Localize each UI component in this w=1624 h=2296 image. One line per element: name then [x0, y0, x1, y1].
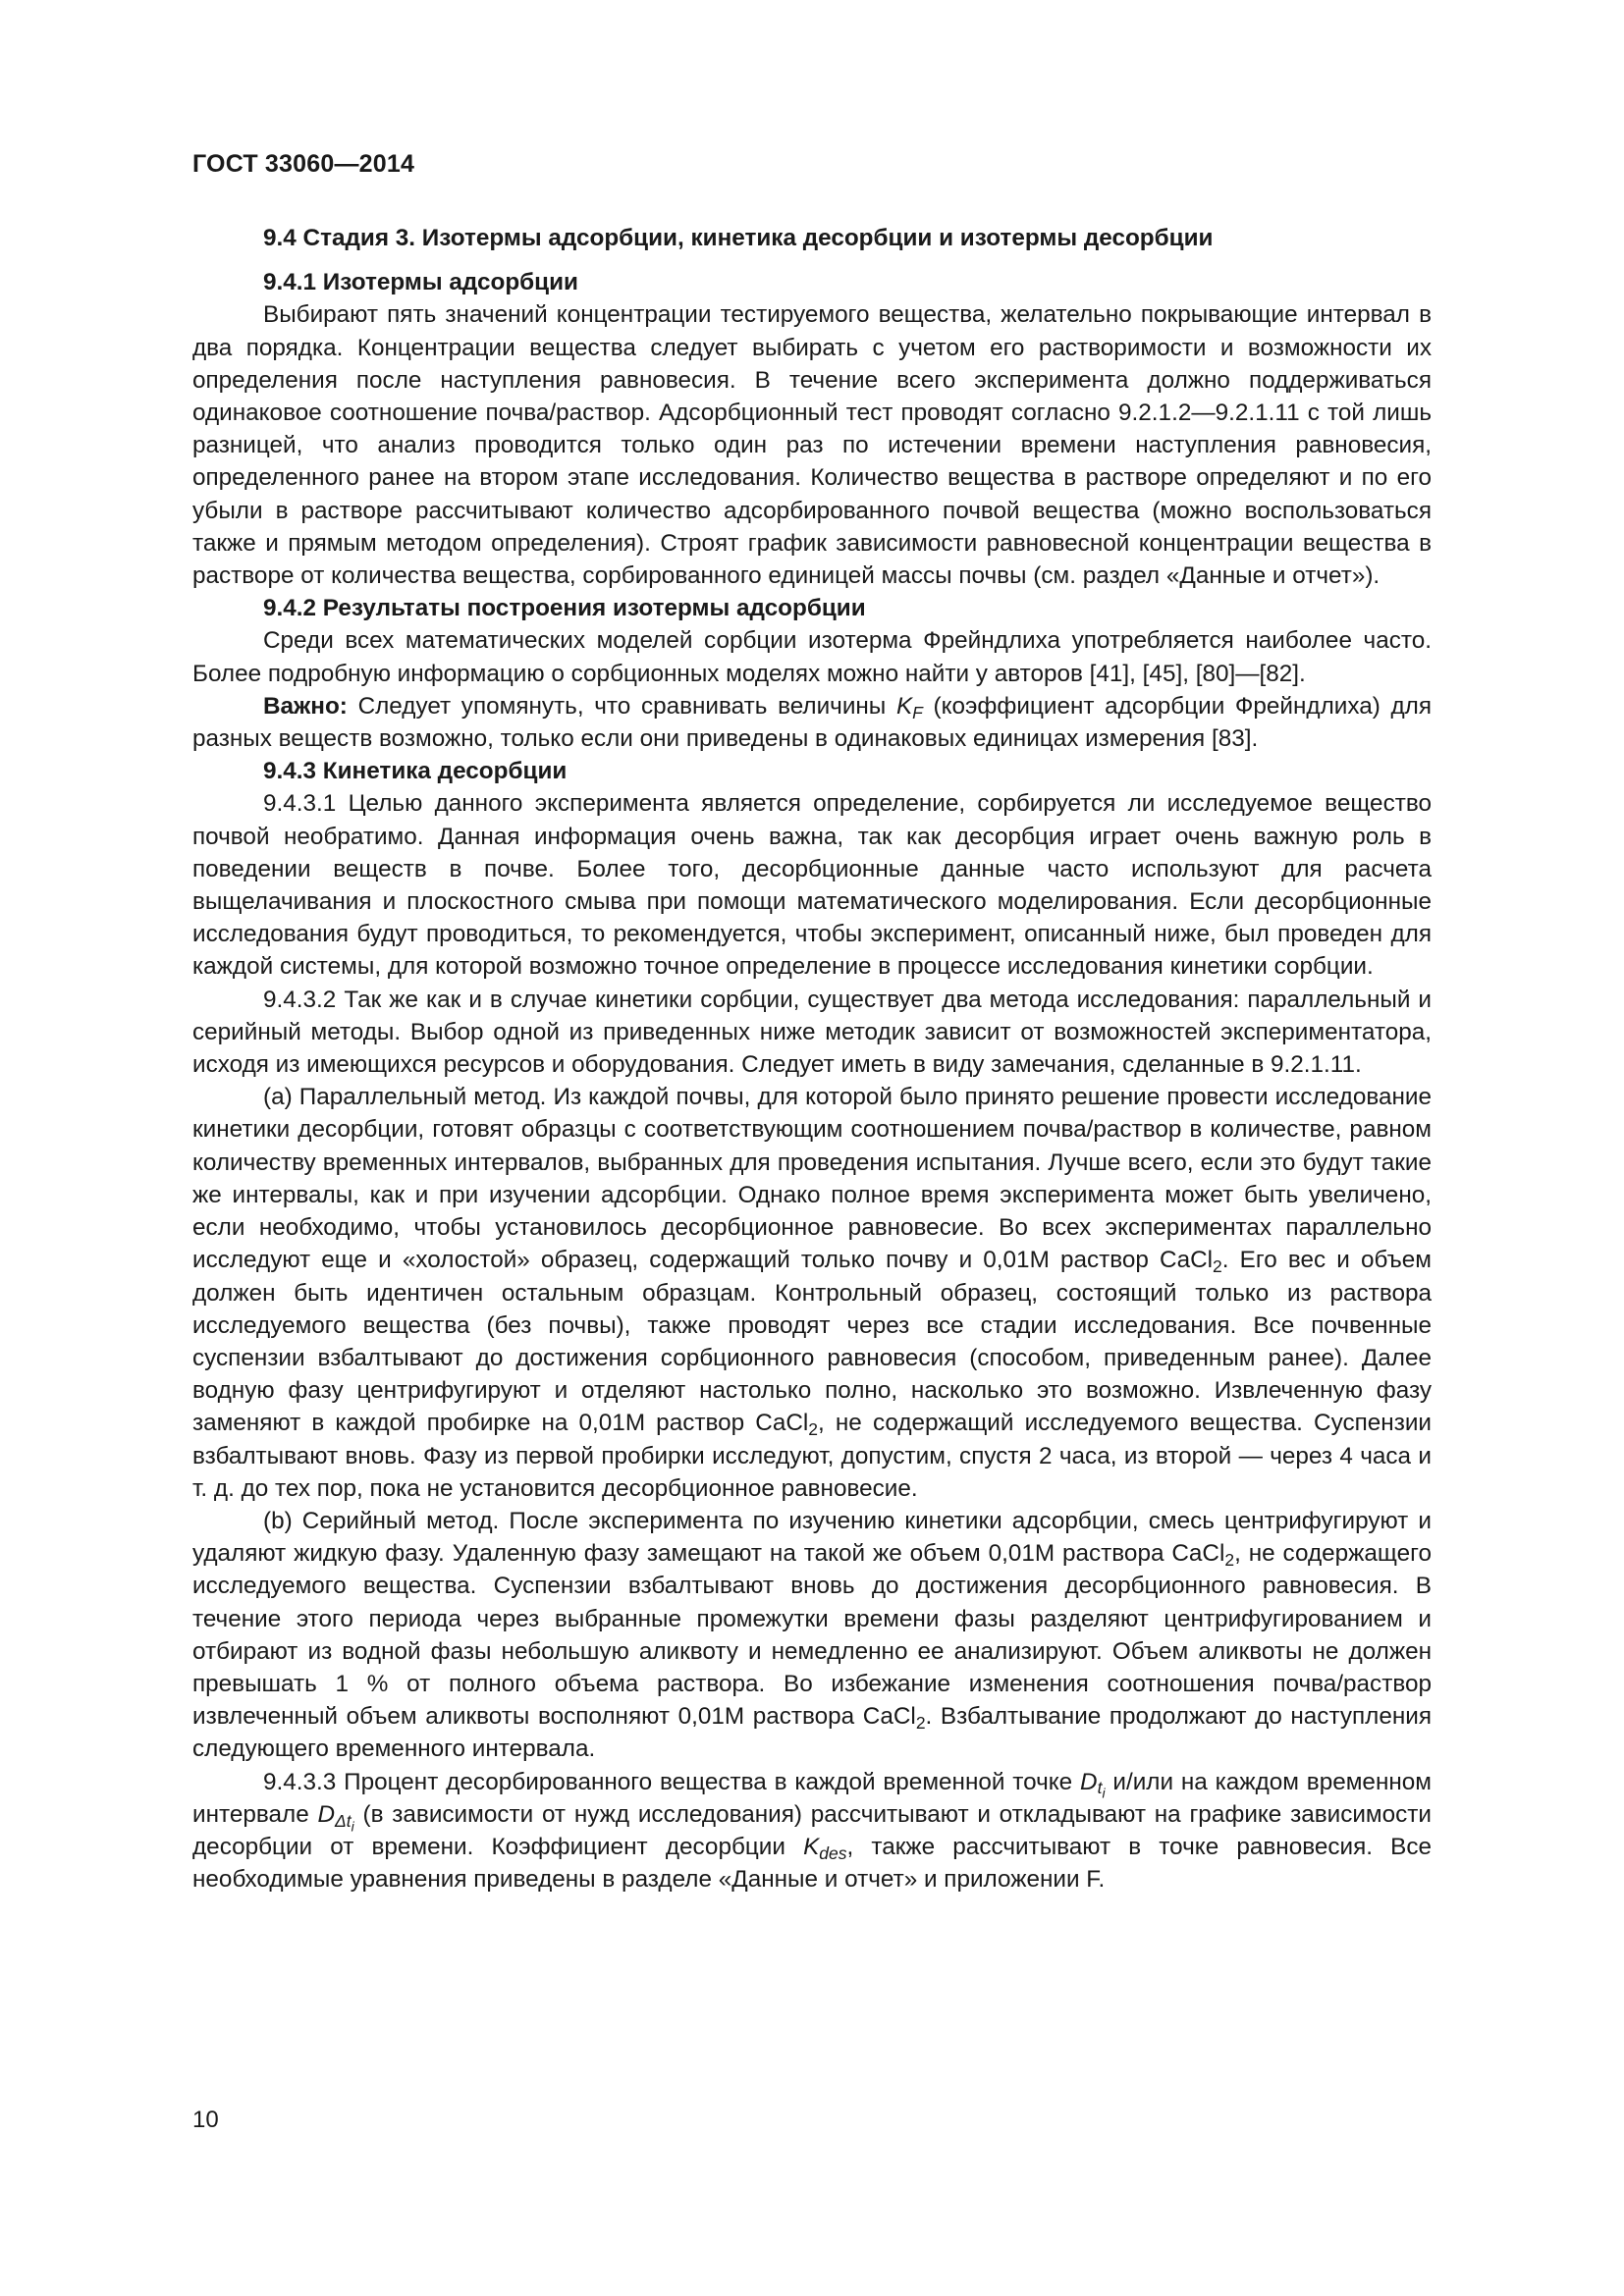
- important-text-b: (коэффициент адсорбции Фрейндлиха) для разных веществ возможно, только если они приведены в одинаковых единицах измерения [83].: [192, 692, 1432, 753]
- paragraph-9-4-3-3: [192, 1766, 1432, 1896]
- paragraph-9-4-2: Среди всех математических моделей сорбции изотерма Фрейндлиха употребляется наиболее часто. Более подробную информацию о сорбционных моделях можно найти у авторов [41], [45], [80]—[82].: [192, 627, 1432, 687]
- serial-text-1: (b) Серийный метод. После эксперимента по изучению кинетики адсорбции, смесь центрифугируют и удаляют жидкую фазу. Удаленную фазу замещают на такой же объем 0,01М раствора CaCl: [192, 1507, 1432, 1568]
- document-header: ГОСТ 33060—2014: [192, 150, 415, 178]
- paragraph-9-4-3-1: 9.4.3.1 Целью данного эксперимента является определение, сорбируется ли исследуемое вещество почвой необратимо. Данная информация очень важна, так как десорбция играет очень важную роль в поведении веществ в почве. Более того, десорбционные данные часто используют для расчета выщелачивания и плоскостного смыва при помощи математического моделирования. Если десорбционные исследования будут проводиться, то рекомендуется, чтобы эксперимент, описанный ниже, был проведен для каждой системы, для которой возможно точное определение в процессе исследования кинетики сорбции.: [192, 790, 1432, 981]
- section-heading-9-4: 9.4 Стадия 3. Изотермы адсорбции, кинетика десорбции и изотермы десорбции: [263, 225, 1214, 251]
- important-label: Важно:: [263, 692, 348, 720]
- i-subsubscript: i: [1102, 1785, 1106, 1801]
- section-heading-9-4-1: 9.4.1 Изотермы адсорбции: [263, 269, 578, 296]
- kdes-symbol: K: [803, 1833, 820, 1860]
- t-subscript: t: [346, 1810, 352, 1831]
- page-number: 10: [192, 2107, 219, 2133]
- kf-subscript: F: [912, 702, 923, 722]
- document-body: [192, 222, 1432, 1896]
- kf-symbol: K: [895, 692, 913, 720]
- section-heading-9-4-3: 9.4.3 Кинетика десорбции: [263, 758, 568, 785]
- kdes-subscript: des: [819, 1842, 847, 1863]
- important-text-a: Следует упомянуть, что сравнивать величины: [347, 692, 896, 720]
- dt-symbol: D: [1080, 1768, 1098, 1795]
- paragraph-important: [192, 690, 1432, 755]
- p9433-text-3: (в зависимости от нужд исследования) рассчитывают и откладывают на графике зависимости десорбции от времени. Коэффициент десорбции: [192, 1800, 1432, 1860]
- p9433-text-4: , также рассчитывают в точке равновесия. Все необходимые уравнения приведены в разделе «Данные и отчет» и приложении F.: [192, 1833, 1432, 1894]
- parallel-text-2: . Его вес и объем должен быть идентичен остальным образцам. Контрольный образец, состоящий только из раствора исследуемого вещества (без почвы), также проводят через все стадии исследования. Все почвенные суспензии взбалтывают до достижения сорбционного равновесия (способом, приведенным ранее). Далее водную фазу центрифугируют и отделяют настолько полно, насколько это возможно. Извлеченную фазу заменяют в каждой пробирке на 0,01М раствор CaCl: [192, 1247, 1432, 1437]
- serial-text-3: . Взбалтывание продолжают до наступления следующего временного интервала.: [192, 1703, 1432, 1763]
- paragraph-serial-method: [192, 1505, 1432, 1766]
- cacl2-subscript: 2: [1224, 1550, 1235, 1571]
- parallel-text-1: (a) Параллельный метод. Из каждой почвы, для которой было принято решение провести исследование кинетики десорбции, готовят образцы с соответствующим соотношением почва/раствор в количестве, равном количеству временных интервалов, выбранных для проведения испытания. Лучше всего, если это будут такие же интервалы, как и при изучении адсорбции. Однако полное время эксперимента может быть увеличено, если необходимо, чтобы установилось десорбционное равновесие. Во всех экспериментах параллельно исследуют еще и «холостой» образец, содержащий только почву и 0,01М раствор CaCl: [192, 1084, 1432, 1274]
- paragraph-parallel-method: [192, 1081, 1432, 1505]
- paragraph-9-4-1: Выбирают пять значений концентрации тестируемого вещества, желательно покрывающие интервал в два порядка. Концентрации вещества следует выбирать с учетом его растворимости и возможности их определения после наступления равновесия. В течение всего эксперимента должно поддерживаться одинаковое соотношение почва/раствор. Адсорбционный тест проводят согласно 9.2.1.2—9.2.1.11 с той лишь разницей, что анализ проводится только один раз по истечении времени наступления равновесия, определенного ранее на втором этапе исследования. Количество вещества в растворе определяют и по его убыли в растворе рассчитывают количество адсорбированного почвой вещества (можно воспользоваться также и прямым методом определения). Строят график зависимости равновесной концентрации вещества в растворе от количества вещества, сорбированного единицей массы почвы (см. раздел «Данные и отчет»).: [192, 301, 1432, 590]
- section-heading-9-4-2: 9.4.2 Результаты построения изотермы адсорбции: [263, 595, 866, 622]
- delta-t-subscript: [335, 1810, 354, 1835]
- dt-subscript: [1097, 1778, 1106, 1801]
- p9433-text-1: 9.4.3.3 Процент десорбированного вещества в каждой временной точке: [263, 1768, 1081, 1795]
- cacl2-subscript: 2: [915, 1713, 926, 1734]
- delta-symbol: Δ: [335, 1810, 347, 1831]
- cacl2-subscript: 2: [1213, 1256, 1222, 1277]
- parallel-text-3: , не содержащий исследуемого вещества. Суспензии взбалтывают вновь. Фазу из первой пробирки исследуют, допустим, спустя 2 часа, из второй — через 4 часа и т. д. до тех пор, пока не установится десорбционное равновесие.: [192, 1410, 1432, 1502]
- serial-text-2: , не содержащего исследуемого вещества. Суспензии взбалтывают вновь до достижения десорбционного равновесия. В течение этого периода через выбранные промежутки времени фазы разделяют центрифугированием и отбирают из водной фазы небольшую аликвоту и немедленно ее анализируют. Объем аликвоты не должен превышать 1 % от полного объема раствора. Во избежание изменения соотношения почва/раствор извлеченный объем аликвоты восполняют 0,01М раствора CaCl: [192, 1540, 1432, 1731]
- ddelta-symbol: D: [317, 1800, 336, 1828]
- p9433-text-2: и/или на каждом временном интервале: [192, 1768, 1432, 1828]
- i-subsubscript: i: [351, 1818, 354, 1835]
- t-subscript: t: [1097, 1778, 1103, 1798]
- paragraph-9-4-3-2: 9.4.3.2 Так же как и в случае кинетики сорбции, существует два метода исследования: параллельный и серийный методы. Выбор одной из приведенных ниже методик зависит от возможностей экспериментатора, исходя из имеющихся ресурсов и оборудования. Следует иметь в виду замечания, сделанные в 9.2.1.11.: [192, 986, 1432, 1079]
- cacl2-subscript: 2: [808, 1419, 819, 1440]
